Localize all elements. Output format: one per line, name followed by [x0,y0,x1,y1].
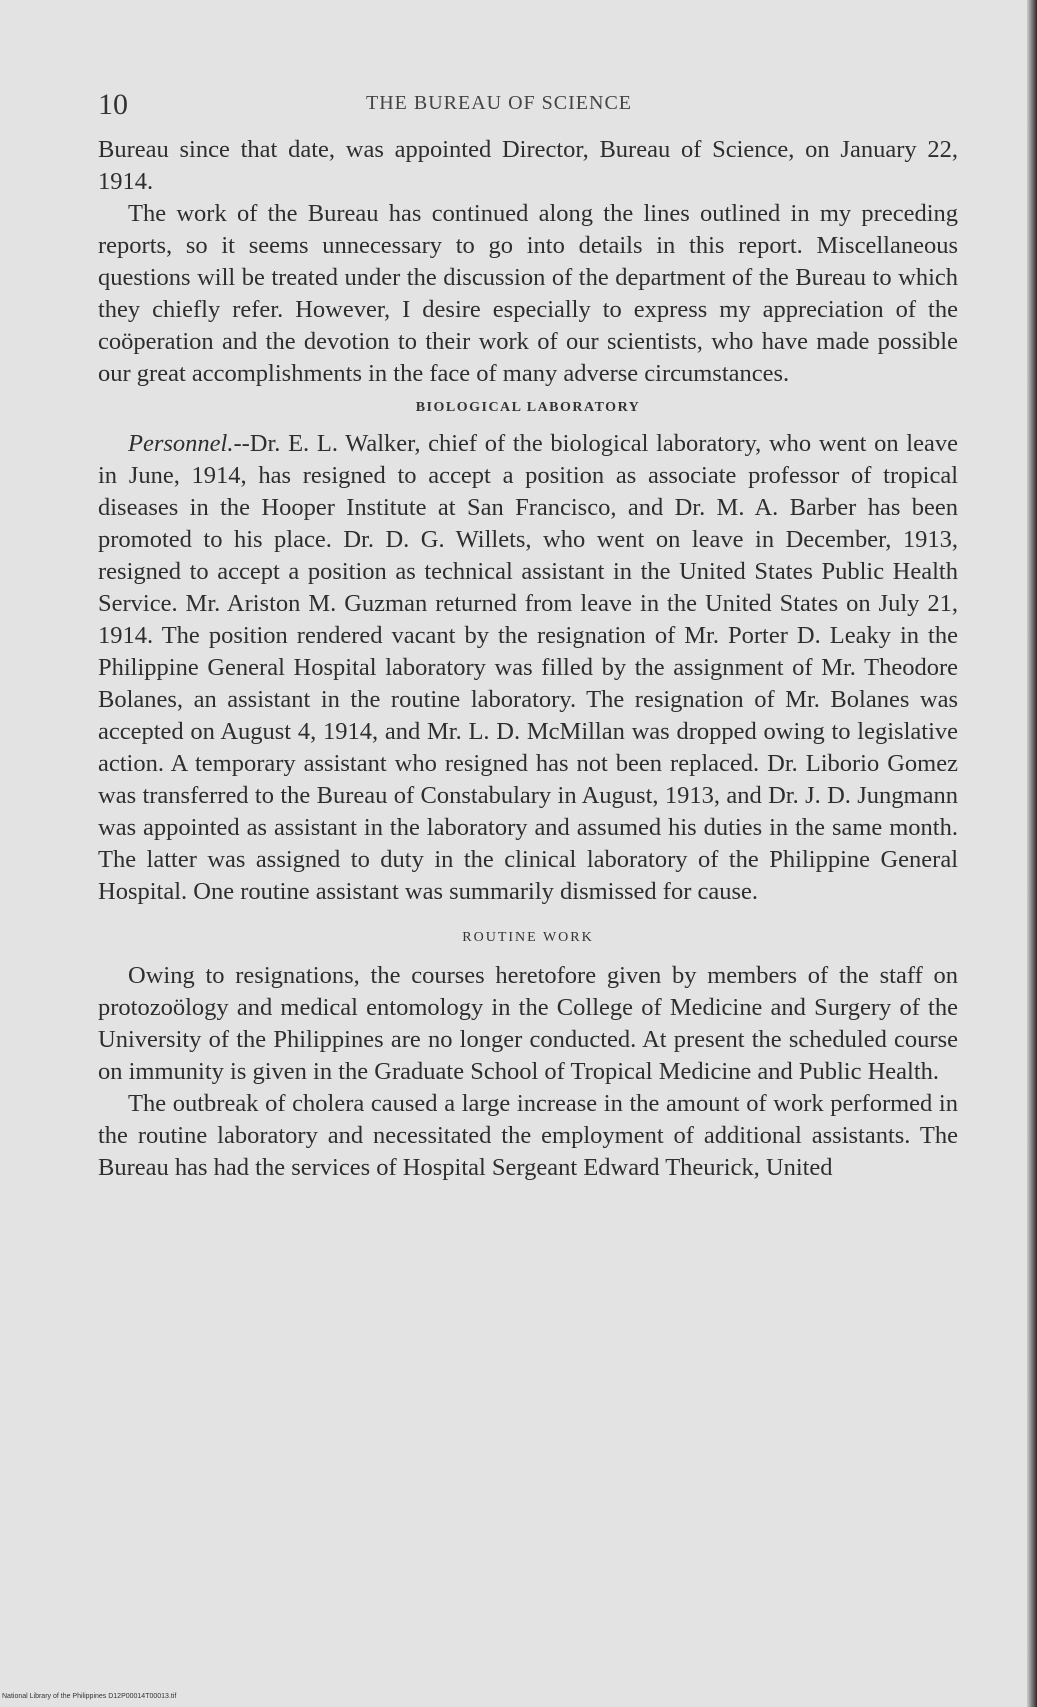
paragraph-continuation: Bureau since that date, was appointed Director, Bureau of Science, on January 22, 1914. [98,136,958,195]
section-heading-routine-work: ROUTINE WORK [462,930,594,945]
paragraph-personnel [98,428,958,908]
scan-footer: National Library of the Philippines D12P00014T00013.tif [2,1693,177,1700]
page-header [98,88,958,128]
running-head: THE BUREAU OF SCIENCE [366,92,633,114]
personnel-lead: Personnel. [128,430,234,457]
page-number: 10 [98,88,128,121]
body-text [98,134,958,1184]
section-heading-biological-laboratory: BIOLOGICAL LABORATORY [415,400,641,415]
page-edge-shadow [1027,0,1037,1707]
personnel-text: --Dr. E. L. Walker, chief of the biological laboratory, who went on leave in June, 1914, has resigned to accept a position as associate professor of tropical diseases in the Hooper Institute at San Francisco, and Dr. M. A. Barber has been promoted to his place. Dr. D. G. Willets, who went on leave in December, 1913, resigned to accept a position as technical assistant in the United States Public Health Service. Mr. Ariston M. Guzman returned from leave in the United States on July 21, 1914. The position rendered vacant by the resignation of Mr. Porter D. Leaky in the Philippine General Hospital laboratory was filled by the assignment of Mr. Theodore Bolanes, an assistant in the routine laboratory. The resignation of Mr. Bolanes was accepted on August 4, 1914, and Mr. L. D. McMillan was dropped owing to legislative action. A temporary assistant who resigned has not been replaced. Dr. Liborio Gomez was transferred to the Bureau of Constabulary in August, 1913, and Dr. J. D. Jungmann was appointed as assistant in the laboratory and assumed his duties in the same month. The latter was assigned to duty in the clinical laboratory of the Philippine General Hospital. One routine assistant was summarily dismissed for cause. [98,430,958,905]
paragraph-cholera: The outbreak of cholera caused a large increase in the amount of work performed in the routine laboratory and necessitated the employment of additional assistants. The Bureau has had the services of Hospital Sergeant Edward Theurick, United [98,1090,958,1181]
paragraph-work-of-bureau: The work of the Bureau has continued along the lines outlined in my preceding reports, so it seems unnecessary to go into details in this report. Miscellaneous questions will be treated under the discussion of the department of the Bureau to which they chiefly refer. However, I desire especially to express my appreciation of the coöperation and the devotion to their work of our scientists, who have made possible our great accomplishments in the face of many adverse circumstances. [98,200,958,387]
paragraph-courses: Owing to resignations, the courses heretofore given by members of the staff on protozoölogy and medical entomology in the College of Medicine and Surgery of the University of the Philippines are no longer conducted. At present the scheduled course on immunity is given in the Graduate School of Tropical Medicine and Public Health. [98,962,958,1085]
